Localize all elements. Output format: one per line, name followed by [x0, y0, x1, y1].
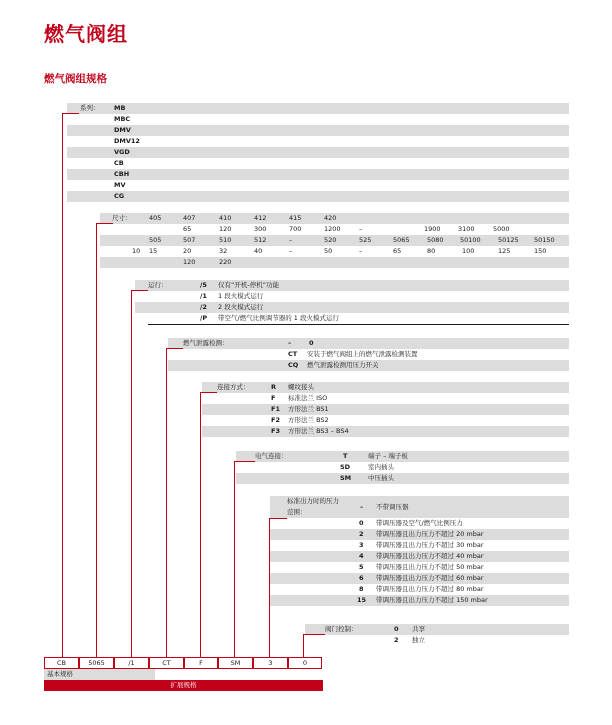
operation-code: /P — [200, 314, 208, 322]
electrical-code: T — [343, 452, 348, 460]
operation-desc: 带空气/燃气比例调节器的 1 段火模式运行 — [218, 314, 339, 322]
size-cell: – — [359, 247, 363, 255]
size-row — [100, 213, 569, 224]
size-cell: 80 — [427, 247, 436, 255]
pressure-desc: 带调压器且出力压力不超过 150 mbar — [376, 596, 488, 604]
size-cell: 65 — [393, 247, 402, 255]
series-item: DMV12 — [114, 137, 140, 145]
pressure-row — [270, 573, 569, 584]
pressure-desc: 带调压器且出力压力不超过 60 mbar — [376, 574, 484, 582]
connection-code: F1 — [271, 405, 280, 413]
connector-valve-v — [303, 634, 304, 657]
code-box-valve: 0 — [288, 657, 322, 669]
size-cell: 505 — [149, 236, 162, 244]
size-cell: 405 — [149, 214, 162, 222]
electrical-row — [236, 451, 569, 462]
operation-code: /1 — [200, 292, 207, 300]
connection-code: F3 — [271, 427, 280, 435]
operation-desc: 1 段火模式运行 — [218, 292, 264, 300]
size-cell: 50100 — [460, 236, 481, 244]
pressure-code: 3 — [359, 541, 364, 549]
pressure-row — [270, 551, 569, 562]
size-cell: 32 — [219, 247, 228, 255]
series-row — [67, 136, 569, 147]
connection-label: 连接方式： — [217, 383, 250, 391]
electrical-row — [236, 473, 569, 484]
leak-row — [168, 349, 569, 360]
connector-pressure-h — [269, 518, 287, 519]
connection-code: F2 — [271, 416, 280, 424]
sizes-label: 尺寸： — [112, 214, 132, 222]
connector-electrical-v — [234, 461, 235, 657]
connector-connection-v — [200, 392, 201, 657]
connector-leak-v — [166, 348, 167, 657]
size-row — [100, 246, 569, 257]
pressure-code: 6 — [359, 574, 364, 582]
operation-desc: 仅有“开机-停机”功能 — [218, 281, 280, 289]
size-cell: – — [289, 236, 293, 244]
code-box-electrical: SM — [218, 657, 253, 669]
connector-valve-h — [303, 634, 325, 635]
connection-row — [202, 382, 569, 393]
pressure-label-line1: 标准出力时的压力 — [287, 497, 339, 505]
size-cell: 410 — [219, 214, 232, 222]
connector-series-h — [62, 113, 79, 114]
pressure-row — [270, 584, 569, 595]
code-box-leak: CT — [149, 657, 184, 669]
series-item: CBH — [114, 170, 130, 178]
code-box-connection: F — [184, 657, 218, 669]
connection-desc: 标准法兰 ISO — [288, 394, 328, 402]
pressure-label-line2: 范围： — [287, 508, 307, 516]
operation-desc: 2 段火模式运行 — [218, 303, 264, 311]
code-box-pressure: 3 — [253, 657, 288, 669]
size-cell: 520 — [324, 236, 337, 244]
code-box-size: 5065 — [79, 657, 114, 669]
connection-row — [202, 415, 569, 426]
size-cell: 10 — [132, 247, 141, 255]
size-cell: 15 — [149, 247, 158, 255]
leak-code: CT — [288, 350, 298, 358]
connector-operation-h — [131, 290, 148, 291]
pressure-code: – — [360, 503, 364, 511]
size-cell: 100 — [462, 247, 475, 255]
size-cell: 65 — [183, 225, 192, 233]
connection-desc: 方形法兰 BS2 — [288, 416, 329, 424]
leak-desc: 安装于燃气阀组上的燃气泄露检测装置 — [307, 350, 418, 358]
series-item: VGD — [114, 148, 130, 156]
series-item: MB — [114, 104, 126, 112]
leak-desc: 燃气泄露检测用压力开关 — [307, 361, 379, 369]
series-item: MBC — [114, 115, 131, 123]
pressure-desc: 带调压器且出力压力不超过 80 mbar — [376, 585, 484, 593]
size-cell: 507 — [183, 236, 196, 244]
series-row — [67, 191, 569, 202]
leak-code: – — [288, 339, 292, 347]
size-cell: 420 — [324, 214, 337, 222]
electrical-desc: 中压插头 — [368, 474, 394, 482]
size-cell: 5000 — [493, 225, 510, 233]
operation-row — [135, 291, 569, 302]
size-cell: 510 — [219, 236, 232, 244]
connector-size-h — [96, 223, 113, 224]
operation-label: 运行： — [148, 281, 168, 289]
extended-spec-bar: 扩展规格 — [44, 680, 323, 691]
section-title: 燃气阀组规格 — [44, 73, 107, 85]
pressure-row — [270, 496, 569, 518]
connection-desc: 方形法兰 BS1 — [288, 405, 329, 413]
pressure-row — [270, 540, 569, 551]
series-row — [67, 180, 569, 191]
size-cell: 1200 — [324, 225, 341, 233]
pressure-code: 8 — [359, 585, 364, 593]
size-cell: 150 — [534, 247, 547, 255]
size-cell: 3100 — [458, 225, 475, 233]
operation-row — [135, 302, 569, 313]
valve-desc: 共享 — [412, 625, 425, 633]
connection-row — [202, 393, 569, 404]
connection-code: R — [271, 383, 277, 391]
connector-operation-v — [131, 290, 132, 657]
pressure-code: 15 — [357, 596, 367, 604]
size-cell: – — [359, 225, 363, 233]
size-cell: 50 — [324, 247, 333, 255]
connector-pressure-v — [269, 518, 270, 657]
size-cell: 1900 — [424, 225, 441, 233]
size-row — [100, 235, 569, 246]
size-cell: 50125 — [498, 236, 519, 244]
pressure-desc: 带调压器及空气/燃气比例压力 — [376, 519, 463, 527]
leak-row — [168, 338, 569, 349]
valve-row — [305, 624, 569, 635]
pressure-desc: 不带调压器 — [376, 503, 409, 511]
electrical-desc: 端子 – 端子板 — [368, 452, 408, 460]
electrical-label: 电气连接： — [255, 452, 288, 460]
size-cell: 415 — [289, 214, 302, 222]
basic-spec-bar: 基本规格 — [44, 669, 155, 680]
series-row — [67, 125, 569, 136]
pressure-desc: 带调压器且出力压力不超过 30 mbar — [376, 541, 484, 549]
size-cell: 125 — [498, 247, 511, 255]
code-box-series: CB — [44, 657, 79, 669]
size-cell: 120 — [219, 225, 232, 233]
connector-electrical-h — [234, 461, 255, 462]
operation-code: /2 — [200, 303, 207, 311]
valve-desc: 独立 — [412, 636, 425, 644]
series-item: CG — [114, 192, 125, 200]
operation-row — [135, 280, 569, 291]
size-row — [100, 224, 569, 235]
operation-row — [135, 313, 569, 324]
leak-code: CQ — [288, 361, 299, 369]
size-cell: 700 — [289, 225, 302, 233]
series-label: 系列： — [80, 104, 100, 112]
size-cell: 40 — [254, 247, 263, 255]
size-cell: 50150 — [534, 236, 555, 244]
leak-label: 燃气泄露检测： — [183, 339, 229, 347]
connector-size-v — [96, 223, 97, 657]
series-row — [67, 158, 569, 169]
operation-divider — [148, 324, 569, 325]
connection-row — [202, 404, 569, 415]
size-cell: 120 — [183, 258, 196, 266]
size-row — [100, 257, 569, 268]
size-cell: 407 — [183, 214, 196, 222]
size-cell: 5065 — [393, 236, 410, 244]
pressure-desc: 带调压器且出力压力不超过 50 mbar — [376, 563, 484, 571]
connection-code: F — [271, 394, 276, 402]
pressure-code: 4 — [359, 552, 364, 560]
size-cell: – — [289, 247, 293, 255]
series-row — [67, 169, 569, 180]
code-row — [44, 657, 322, 669]
pressure-code: 2 — [359, 530, 364, 538]
size-cell: 412 — [254, 214, 267, 222]
series-row — [67, 103, 569, 114]
electrical-desc: 室内插头 — [368, 463, 394, 471]
pressure-row — [270, 518, 569, 529]
pressure-desc: 带调压器且出力压力不超过 20 mbar — [376, 530, 484, 538]
series-item: DMV — [114, 126, 131, 134]
pressure-desc: 带调压器且出力压力不超过 40 mbar — [376, 552, 484, 560]
size-cell: 20 — [183, 247, 192, 255]
operation-code: /5 — [200, 281, 207, 289]
connection-row — [202, 426, 569, 437]
electrical-row — [236, 462, 569, 473]
series-row — [67, 114, 569, 125]
connector-series-v — [62, 113, 63, 657]
size-cell: 220 — [219, 258, 232, 266]
series-item: MV — [114, 181, 126, 189]
page-title: 燃气阀组 — [44, 22, 128, 46]
valve-label: 阀门控制： — [325, 625, 358, 633]
pressure-row — [270, 595, 569, 606]
electrical-code: SM — [340, 474, 352, 482]
valve-row — [305, 635, 569, 646]
code-box-operation: /1 — [114, 657, 149, 669]
pressure-row — [270, 562, 569, 573]
connection-desc: 方形法兰 BS3 – BS4 — [288, 427, 349, 435]
size-cell: 525 — [359, 236, 372, 244]
connector-connection-h — [200, 392, 217, 393]
valve-code: 2 — [394, 636, 399, 644]
pressure-code: 0 — [359, 519, 364, 527]
leak-desc: 0 — [309, 339, 314, 347]
connector-leak-h — [166, 348, 183, 349]
size-cell: 512 — [254, 236, 267, 244]
valve-code: 0 — [394, 625, 399, 633]
pressure-row — [270, 529, 569, 540]
series-row — [67, 147, 569, 158]
series-item: CB — [114, 159, 124, 167]
size-cell: 300 — [254, 225, 267, 233]
size-cell: 5080 — [427, 236, 444, 244]
connection-desc: 螺纹接头 — [288, 383, 314, 391]
leak-row — [168, 360, 569, 371]
pressure-code: 5 — [359, 563, 364, 571]
electrical-code: SD — [340, 463, 351, 471]
